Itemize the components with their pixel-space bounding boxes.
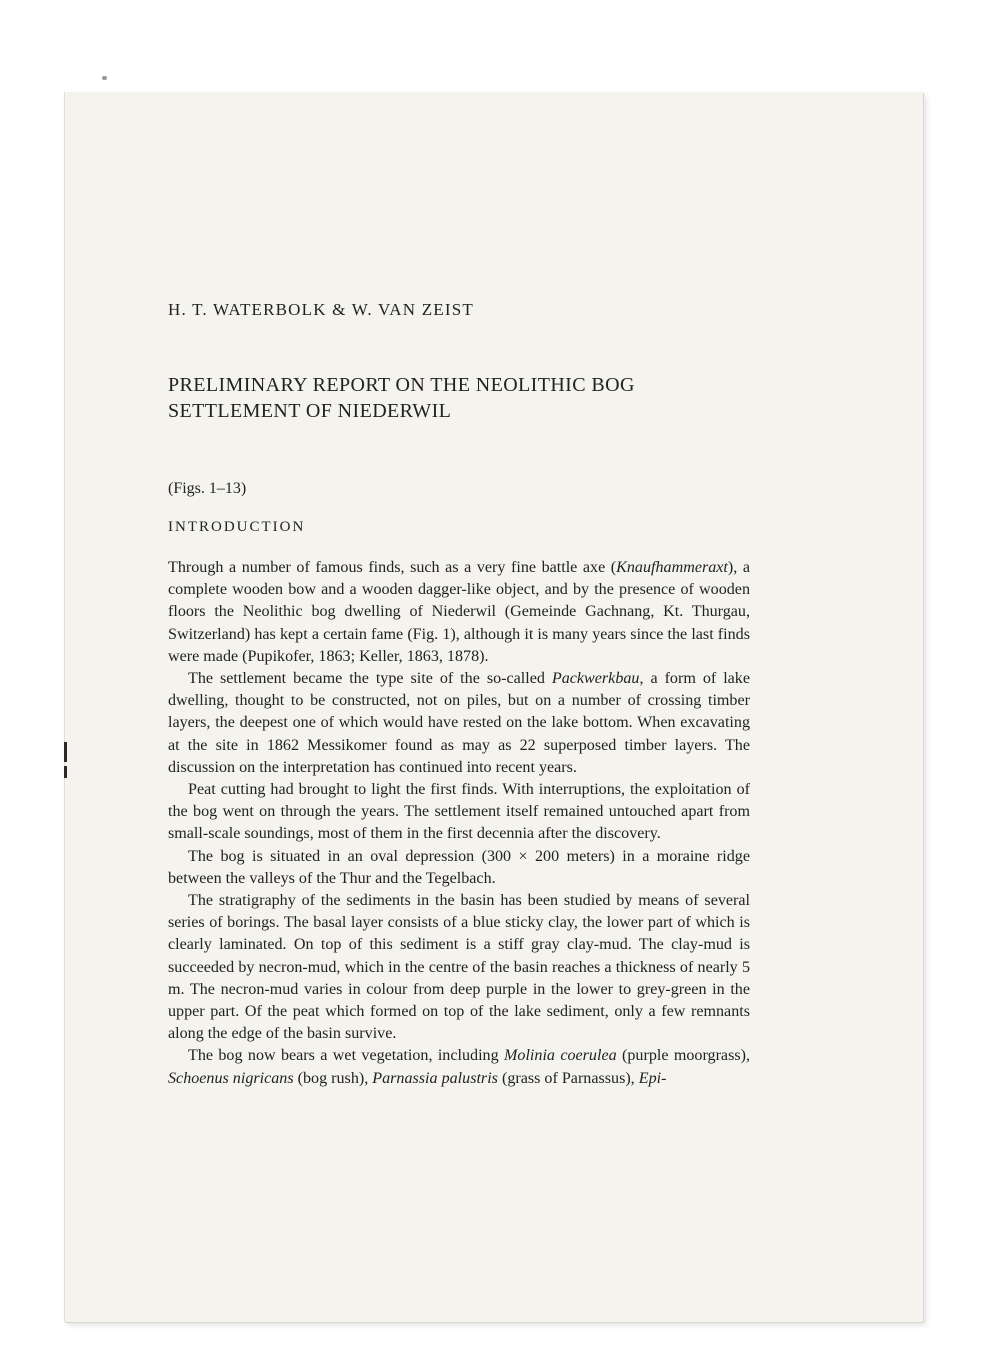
body-text xyxy=(168,557,750,1090)
figure-reference: (Figs. 1–13) xyxy=(168,480,247,497)
text-run: The bog is situated in an oval depression (300 × 200 meters) in a moraine ridge between the valleys of the Thur and the Tegelbach. xyxy=(168,847,750,887)
italic-term: Schoenus nigricans xyxy=(168,1069,294,1087)
paragraph xyxy=(168,846,750,890)
article-title xyxy=(168,372,728,424)
text-run: Peat cutting had brought to light the first finds. With interruptions, the exploitation of the bog went on through the years. The settlement itself remained untouched apart from small-scale soundings, most of them in the first decennia after the discovery. xyxy=(168,781,750,843)
text-run: The settlement became the type site of the so-called xyxy=(188,670,552,688)
text-run: The bog now bears a wet vegetation, including xyxy=(188,1047,504,1065)
text-run: The stratigraphy of the sediments in the basin has been studied by means of several series of borings. The basal layer consists of a blue sticky clay, the lower part of which is clearly laminated. On top of this sediment is a stiff gray clay-mud. The clay-mud is succeeded by necron-mud, which in the centre of the basin reaches a thickness of nearly 5 m. The necron-mud varies in colour from deep purple in the lower to grey-green in the upper part. Of the peat which formed on top of the lake sediment, only a few remnants along the edge of the basin survive. xyxy=(168,892,750,1043)
text-run: (bog rush), xyxy=(293,1069,373,1087)
authors: H. T. WATERBOLK & W. VAN ZEIST xyxy=(168,300,474,319)
text-run: (grass of Parnassus), xyxy=(497,1069,639,1087)
paragraph xyxy=(168,668,750,779)
binding-mark xyxy=(64,742,67,762)
paragraph xyxy=(168,557,750,668)
italic-term: Epi- xyxy=(638,1069,667,1087)
title-line: SETTLEMENT OF NIEDERWIL xyxy=(168,400,452,422)
paragraph xyxy=(168,779,750,846)
text-run: , a form of lake dwelling, thought to be constructed, not on piles, but on a number of crossing timber layers, the deepest one of which would have rested on the lake bottom. When excavating at the site in 1862 Messikomer found as may as 22 superposed timber layers. The discussion on the interpretation has continued into recent years. xyxy=(168,670,750,776)
text-run: ), a complete wooden bow and a wooden dagger-like object, and by the presence of wooden floors the Neolithic bog dwelling of Niederwil (Gemeinde Gachnang, Kt. Thurgau, Switzerland) has kept a certain fame (Fig. 1), although it is many years since the last finds were made (Pupikofer, 1863; Keller, 1863, 1878). xyxy=(168,559,750,665)
title-line: PRELIMINARY REPORT ON THE NEOLITHIC BOG xyxy=(168,374,635,396)
italic-term: Knaufhammeraxt xyxy=(616,559,728,576)
italic-term: Molinia coerulea xyxy=(504,1047,617,1065)
binding-mark xyxy=(64,766,67,778)
section-heading: INTRODUCTION xyxy=(168,519,306,535)
italic-term: Packwerkbau xyxy=(551,670,640,688)
paragraph xyxy=(168,1045,750,1089)
text-run: (purple moorgrass), xyxy=(616,1047,750,1065)
scan-speck xyxy=(102,76,107,80)
text-run: Through a number of famous finds, such as a very fine battle axe ( xyxy=(168,559,617,576)
italic-term: Parnassia palustris xyxy=(372,1069,498,1087)
paragraph xyxy=(168,890,750,1045)
